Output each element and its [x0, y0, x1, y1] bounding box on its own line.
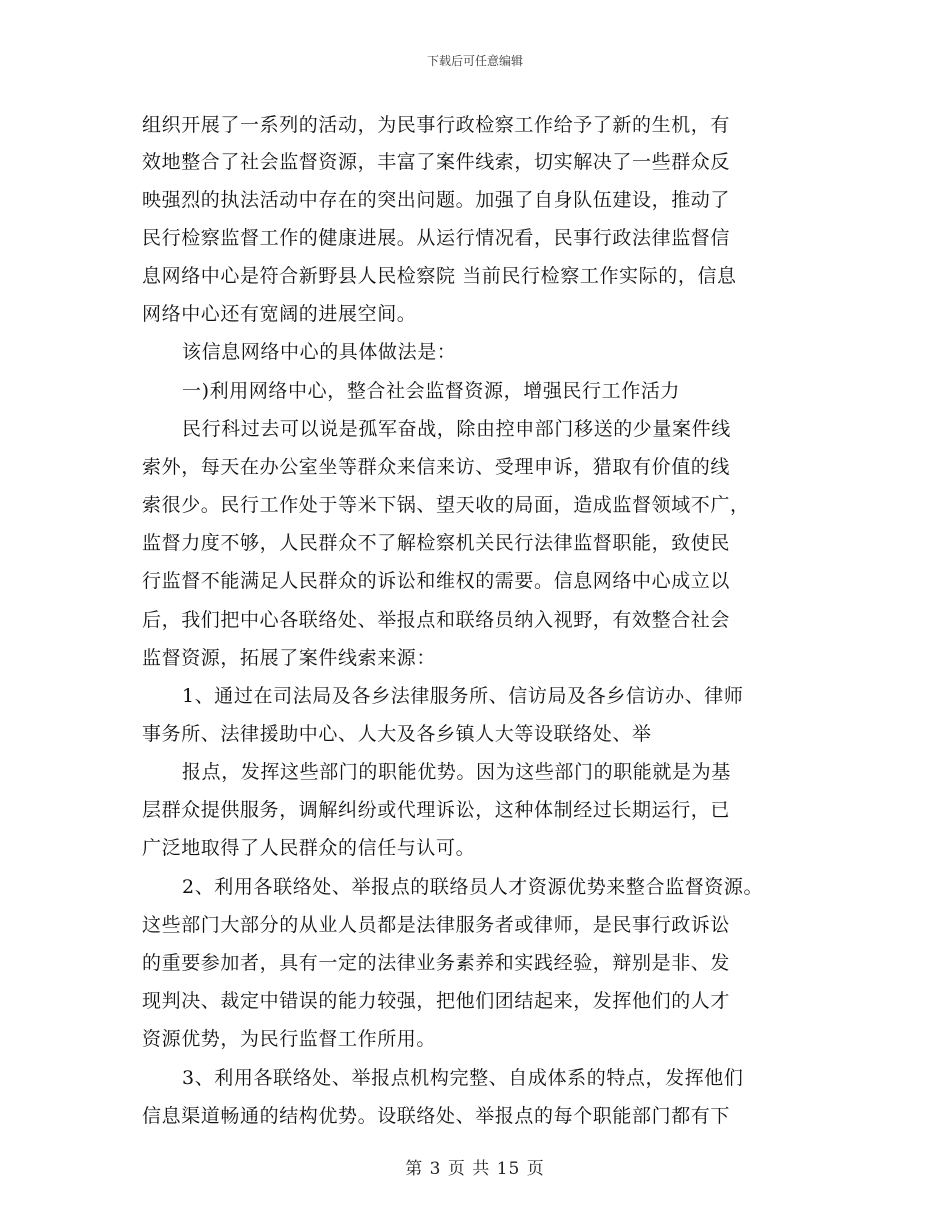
text-line: 3、利用各联络处、举报点机构完整、自成体系的特点，发挥他们: [182, 1067, 744, 1089]
text-line: 监督资源，拓展了案件线索来源：: [142, 647, 437, 669]
text-line: 广泛地取得了人民群众的信任与认可。: [142, 837, 476, 859]
document-body: [0, 112, 950, 1152]
text-line: 映强烈的执法活动中存在的突出问题。加强了自身队伍建设，推动了: [142, 189, 731, 211]
text-line: 层群众提供服务，调解纠纷或代理诉讼，这种体制经过长期运行，已: [142, 799, 731, 821]
text-line: 该信息网络中心的具体做法是：: [182, 341, 457, 363]
text-line: 监督力度不够，人民群众不了解检察机关民行法律监督职能，致使民: [142, 532, 731, 554]
text-line: 网络中心还有宽阔的进展空间。: [142, 303, 417, 325]
text-line: 行监督不能满足人民群众的诉讼和维权的需要。信息网络中心成立以: [142, 570, 731, 592]
text-line: 2、利用各联络处、举报点的联络员人才资源优势来整合监督资源。: [182, 876, 764, 898]
text-line: 后，我们把中心各联络处、举报点和联络员纳入视野，有效整合社会: [142, 609, 731, 631]
text-line: 这些部门大部分的从业人员都是法律服务者或律师，是民事行政诉讼: [142, 914, 731, 936]
text-line: 现判决、裁定中错误的能力较强，把他们团结起来，发挥他们的人才: [142, 990, 731, 1012]
text-line: 索外，每天在办公室坐等群众来信来访、受理申诉，猎取有价值的线: [142, 456, 731, 478]
text-line: 报点，发挥这些部门的职能优势。因为这些部门的职能就是为基: [182, 761, 731, 783]
page-header: 下载后可任意编辑: [426, 54, 523, 68]
text-line: 索很少。民行工作处于等米下锅、望天收的局面，造成监督领域不广，: [142, 494, 750, 516]
text-line: 的重要参加者，具有一定的法律业务素养和实践经验，辩别是非、发: [142, 952, 731, 974]
page-number-footer: 第 3 页 共 15 页: [405, 1159, 545, 1179]
section-heading: 一)利用网络中心，整合社会监督资源，增强民行工作活力: [182, 380, 681, 402]
text-line: 1、通过在司法局及各乡法律服务所、信访局及各乡信访办、律师: [182, 685, 744, 707]
text-line: 资源优势，为民行监督工作所用。: [142, 1028, 437, 1050]
text-line: 信息渠道畅通的结构优势。设联络处、举报点的每个职能部门都有下: [142, 1105, 731, 1127]
text-line: 民行科过去可以说是孤军奋战，除由控申部门移送的少量案件线: [182, 418, 731, 440]
text-line: 民行检察监督工作的健康进展。从运行情况看，民事行政法律监督信: [142, 227, 731, 249]
text-line: 组织开展了一系列的活动，为民事行政检察工作给予了新的生机，有: [142, 114, 731, 136]
text-line: 效地整合了社会监督资源，丰富了案件线索，切实解决了一些群众反: [142, 151, 731, 173]
text-line: 事务所、法律援助中心、人大及各乡镇人大等设联络处、举: [142, 723, 652, 745]
text-line: 息网络中心是符合新野县人民检察院 当前民行检察工作实际的，信息: [142, 265, 737, 287]
